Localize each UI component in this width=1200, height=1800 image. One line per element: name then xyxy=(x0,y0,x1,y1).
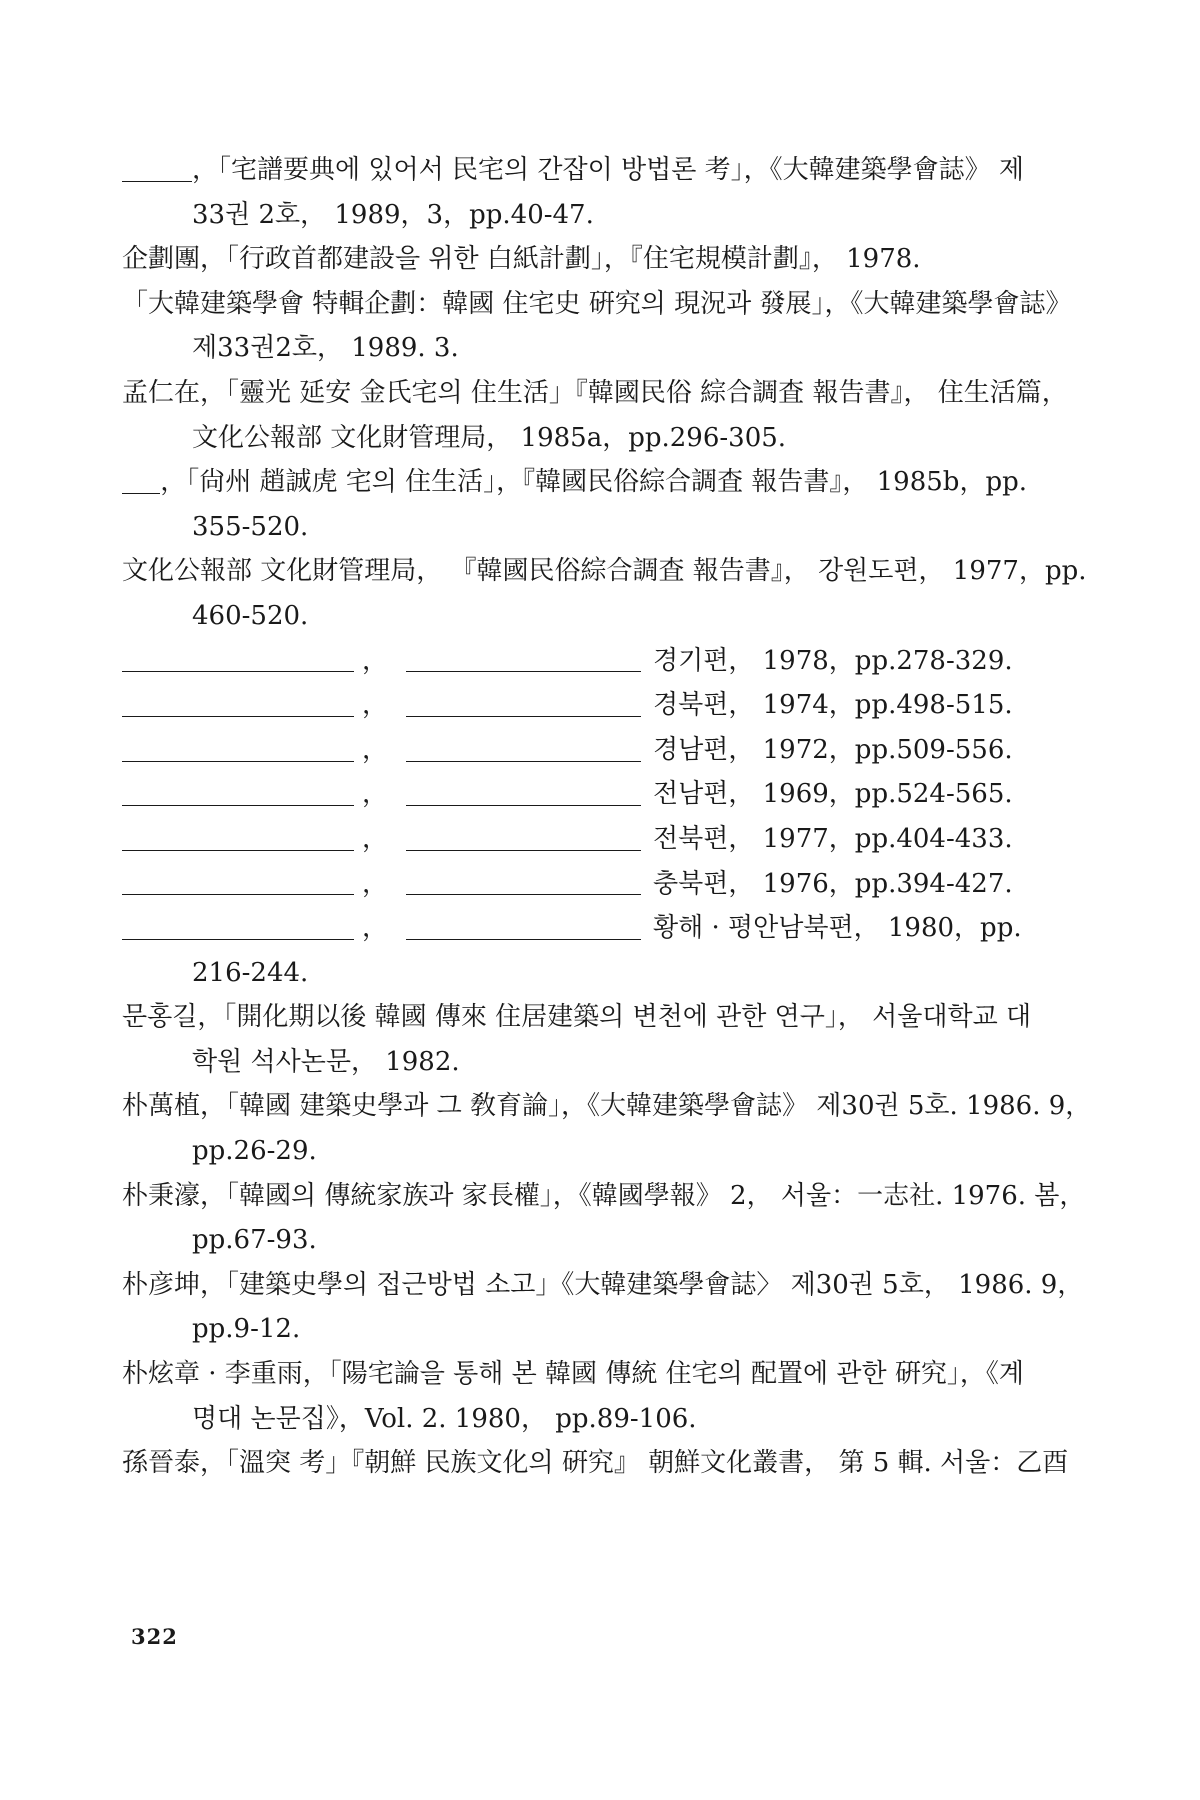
repeat-title-rule xyxy=(406,872,641,895)
entry-text: 企劃團，「行政首都建設을 위한 白紙計劃」，『住宅規模計劃』， 1978. xyxy=(122,244,921,275)
repeat-author-rule xyxy=(122,917,354,940)
repeat-title-rule xyxy=(406,917,641,940)
bibliography-entry xyxy=(122,995,1032,1084)
entry-line xyxy=(122,1352,1027,1397)
entry-continuation xyxy=(122,951,1027,996)
series-volume-detail: 전북편， 1977，pp.404-433. xyxy=(653,823,1013,854)
bibliography-entry xyxy=(122,1084,1092,1173)
entry-text: 朴彦坤，「建築史學의 접근방법 소고」《大韓建築學會誌〉 제30권 5호， 1986. 9， xyxy=(122,1269,1084,1300)
entry-text: pp.26-29. xyxy=(192,1136,317,1167)
comma: ， xyxy=(362,823,389,854)
repeat-author-rule xyxy=(122,649,354,672)
comma: ， xyxy=(362,913,389,944)
entry-continuation xyxy=(122,1307,1027,1352)
entry-text: 355-520. xyxy=(192,511,309,542)
repeat-title-rule xyxy=(406,649,641,672)
entry-text: 「大韓建築學會 特輯企劃：韓國 住宅史 硏究의 現況과 發展」，《大韓建築學會誌》 xyxy=(122,288,1072,319)
entry-text: pp.9-12. xyxy=(192,1314,301,1345)
entry-continuation xyxy=(122,594,1027,639)
comma: ， xyxy=(362,645,389,676)
entry-text: ，「宅譜要典에 있어서 民宅의 간잡이 방법론 考」，《大韓建築學會誌》 제 xyxy=(192,155,1024,185)
entry-line xyxy=(122,237,1027,282)
series-volume-line xyxy=(122,728,1027,773)
entry-continuation xyxy=(122,326,1027,371)
series-volume-detail: 충북편， 1976，pp.394-427. xyxy=(653,868,1013,899)
entry-text: 孫晉泰，「溫突 考」『朝鮮 民族文化의 硏究』 朝鮮文化叢書， 第 5 輯. 서울：乙酉 xyxy=(122,1448,1069,1479)
repeat-author-rule xyxy=(122,694,354,717)
series-volume-detail: 경기편， 1978，pp.278-329. xyxy=(653,645,1013,676)
repeat-title-rule xyxy=(406,694,641,717)
bibliography-entry xyxy=(122,1174,1086,1263)
entry-text: ，「尙州 趙誠虎 宅의 住生活」，『韓國民俗綜合調査 報告書』， 1985b，pp. xyxy=(160,467,1027,498)
entry-line xyxy=(122,1263,1084,1308)
series-volume-detail: 황해 · 평안남북편， 1980，pp. xyxy=(653,913,1022,944)
entry-text: 朴秉濠，「韓國의 傳統家族과 家長權」，《韓國學報》 2， 서울：一志社. 1976. 봄， xyxy=(122,1180,1086,1211)
entry-continuation xyxy=(122,1040,1027,1085)
series-volume-line xyxy=(122,906,1027,951)
entry-text: 文化公報部 文化財管理局， 『韓國民俗綜合調査 報告書』， 강원도편， 1977，pp. xyxy=(122,556,1087,587)
bibliography-entry xyxy=(122,282,1072,371)
entry-continuation xyxy=(122,416,1027,461)
series-volume-line xyxy=(122,772,1027,817)
entry-text: 제33권2호， 1989. 3. xyxy=(192,333,459,364)
series-volume-line xyxy=(122,683,1027,728)
entry-line xyxy=(122,995,1032,1040)
repeat-author-rule xyxy=(122,739,354,762)
entry-line xyxy=(122,1441,1069,1486)
comma: ， xyxy=(362,690,389,721)
entry-text: 학원 석사논문， 1982. xyxy=(192,1046,460,1077)
bibliography-entry xyxy=(122,237,1027,282)
bibliography-entry xyxy=(122,1352,1027,1441)
series-volume-line xyxy=(122,639,1027,684)
entry-text: 명대 논문집》，Vol. 2. 1980， pp.89-106. xyxy=(192,1403,697,1434)
repeat-title-rule xyxy=(406,828,641,851)
entry-continuation xyxy=(122,1218,1027,1263)
entry-text: 文化公報部 文化財管理局， 1985a，pp.296-305. xyxy=(192,422,787,453)
entry-text: 朴萬植，「韓國 建築史學과 그 敎育論」，《大韓建築學會誌》 제30권 5호. 1986. 9， xyxy=(122,1091,1092,1122)
entry-line xyxy=(122,460,1027,505)
bibliography xyxy=(122,148,1092,1486)
comma: ， xyxy=(362,779,389,810)
entry-text: 孟仁在，「靈光 延安 金氏宅의 住生活」『韓國民俗 綜合調査 報告書』， 住生活篇， xyxy=(122,377,1068,408)
series-volume-detail: 전남편， 1969，pp.524-565. xyxy=(653,779,1013,810)
series-volume-line xyxy=(122,862,1027,907)
entry-text: 33권 2호， 1989，3，pp.40-47. xyxy=(192,199,594,230)
series-volume-detail: 경남편， 1972，pp.509-556. xyxy=(653,734,1013,765)
bibliography-entry xyxy=(122,148,1027,237)
comma: ， xyxy=(362,734,389,765)
entry-line xyxy=(122,371,1068,416)
entry-line xyxy=(122,1174,1086,1219)
entry-continuation xyxy=(122,1397,1027,1442)
entry-text: pp.67-93. xyxy=(192,1225,317,1256)
bibliography-entry xyxy=(122,460,1027,549)
repeat-author-rule xyxy=(122,471,160,494)
repeat-author-rule xyxy=(122,159,192,182)
comma: ， xyxy=(362,868,389,899)
bibliography-entry xyxy=(122,549,1087,638)
entry-text: 460-520. xyxy=(192,600,309,631)
entry-line xyxy=(122,148,1027,193)
entry-text: 朴炫章 · 李重雨，「陽宅論을 통해 본 韓國 傳統 住宅의 配置에 관한 硏究」，《계 xyxy=(122,1359,1024,1390)
entry-line xyxy=(122,282,1072,327)
repeat-author-rule xyxy=(122,783,354,806)
entry-line xyxy=(122,1084,1092,1129)
entry-continuation xyxy=(122,1129,1027,1174)
entry-continuation xyxy=(122,505,1027,550)
bibliography-entry xyxy=(122,1441,1069,1486)
series-volume-line xyxy=(122,817,1027,862)
bibliography-entry xyxy=(122,371,1068,460)
repeat-title-rule xyxy=(406,739,641,762)
repeat-title-rule xyxy=(406,783,641,806)
repeat-author-rule xyxy=(122,828,354,851)
entry-line xyxy=(122,549,1087,594)
page-number: 322 xyxy=(131,1624,178,1649)
bibliography-entry xyxy=(122,1263,1084,1352)
entry-text: 216-244. xyxy=(192,957,309,988)
entry-continuation xyxy=(122,193,1027,238)
entry-text: 문홍길，「開化期以後 韓國 傳來 住居建築의 변천에 관한 연구」， 서울대학교 대 xyxy=(122,1002,1032,1033)
series-volume-detail: 경북편， 1974，pp.498-515. xyxy=(653,690,1013,721)
repeat-author-rule xyxy=(122,872,354,895)
